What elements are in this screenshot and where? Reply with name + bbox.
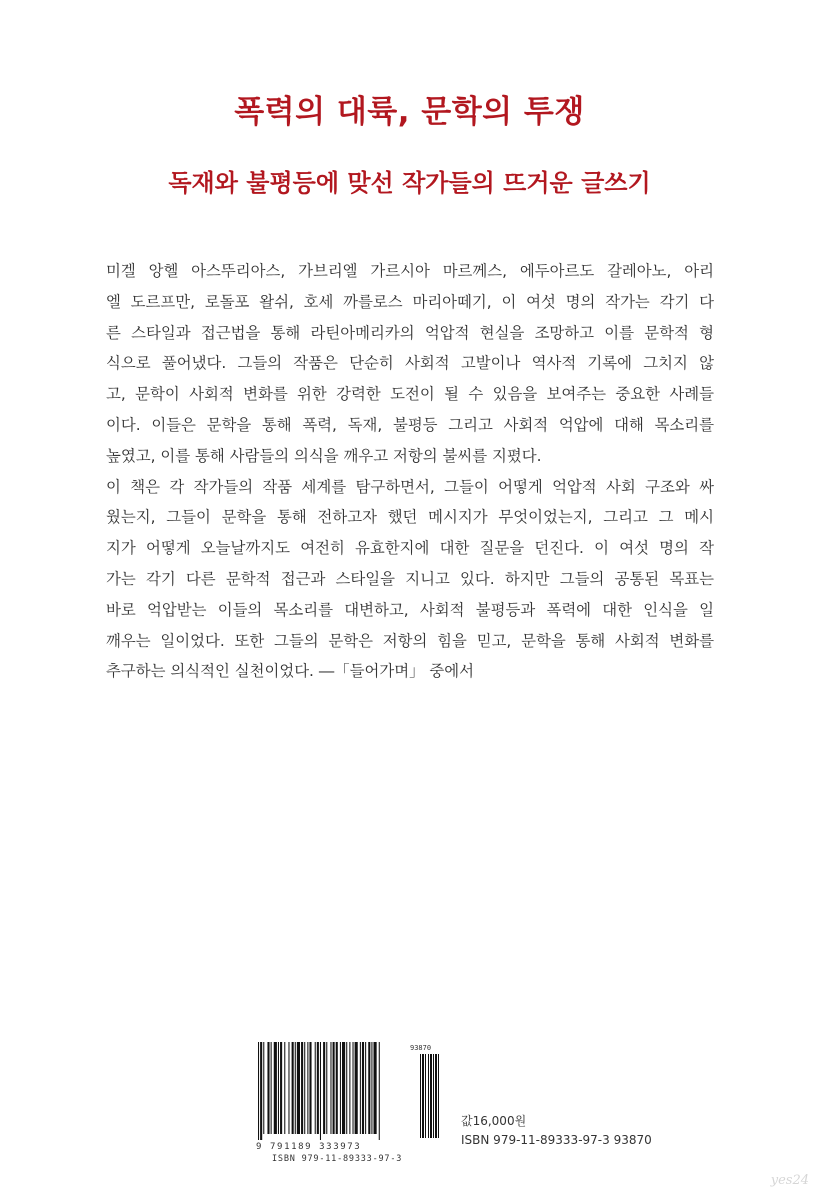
- barcode-bar: [307, 1042, 308, 1134]
- barcode-addon-bars: [420, 1042, 442, 1138]
- barcode-bar: [333, 1042, 335, 1134]
- barcode-bar: [260, 1042, 262, 1140]
- barcode-digits: 9 791189 333973: [256, 1142, 362, 1152]
- barcode-bar: [258, 1042, 259, 1140]
- barcode-bar: [342, 1042, 345, 1134]
- barcode-bar: [379, 1042, 380, 1140]
- watermark-logo: yes24: [770, 1173, 809, 1188]
- barcode-bar: [315, 1042, 316, 1134]
- blurb-line: 미겔 앙헬 아스뚜리아스, 가브리엘 가르시아 마르께스, 에두아르도 갈레아노, 아리: [106, 262, 714, 280]
- book-subtitle: 독재와 불평등에 맞선 작가들의 뜨거운 글쓰기: [168, 169, 651, 197]
- barcode-bar: [280, 1042, 282, 1134]
- barcode-bar: [292, 1042, 294, 1134]
- blurb-line: 이 책은 각 작가들의 작품 세계를 탐구하면서, 그들이 어떻게 억압적 사회 구조와 싸: [106, 477, 714, 496]
- blurb-line: 엘 도르프만, 로돌포 왈쉬, 호세 까를로스 마리아떼기, 이 여섯 명의 작가는 각기 다: [106, 292, 714, 311]
- barcode-bar: [278, 1042, 279, 1134]
- blurb-line: 식으로 풀어냈다. 그들의 작품은 단순히 사회적 고발이나 역사적 기록에 그치지 않: [106, 354, 714, 373]
- blurb-line: 높였고, 이를 통해 사람들의 의식을 깨우고 저항의 불씨를 지폈다.: [106, 446, 542, 465]
- blurb-line: 지가 어떻게 오늘날까지도 여전히 유효한지에 대한 질문을 던진다. 이 여섯 명의 작: [106, 539, 714, 558]
- barcode-isbn-label: ISBN 979-11-89333-97-3: [272, 1154, 403, 1164]
- barcode-addon-number: 93870: [410, 1044, 432, 1052]
- barcode-bar: [362, 1042, 364, 1134]
- blurb-line: 깨우는 일이었다. 또한 그들의 문학은 저항의 힘을 믿고, 문학을 통해 사회적 변화를: [106, 631, 714, 650]
- barcode-addon-bar: [425, 1054, 426, 1138]
- blurb-line: 른 스타일과 접근법을 통해 라틴아메리카의 억압적 현실을 조망하고 이를 문학적 형: [106, 323, 714, 342]
- isbn-text: ISBN 979-11-89333-97-3 93870: [461, 1133, 652, 1147]
- barcode-bar: [368, 1042, 370, 1134]
- barcode-bar: [284, 1042, 285, 1134]
- barcode-addon-bar: [428, 1054, 429, 1138]
- barcode-bar: [267, 1042, 269, 1134]
- barcode-bar: [340, 1042, 341, 1134]
- barcode-bar: [346, 1042, 347, 1134]
- blurb-line: 고, 문학이 사회적 변화를 위한 강력한 도전이 될 수 있음을 보여주는 중요한 사례들: [106, 385, 714, 404]
- barcode-addon-bar: [438, 1054, 439, 1138]
- price-label: 값16,000원: [461, 1114, 527, 1128]
- barcode-bar: [330, 1042, 331, 1134]
- barcode-bar: [297, 1042, 300, 1134]
- barcode-bar: [301, 1042, 303, 1134]
- book-title: 폭력의 대륙, 문학의 투쟁: [234, 94, 585, 130]
- barcode-addon-bar: [433, 1054, 434, 1138]
- barcode-bar: [304, 1042, 305, 1134]
- barcode-bar: [288, 1042, 289, 1134]
- barcode-addon-bar: [422, 1054, 424, 1138]
- barcode-bars: [256, 1042, 418, 1140]
- barcode-bar: [323, 1042, 325, 1134]
- barcode-bar: [355, 1042, 358, 1134]
- blurb-line: 이다. 이들은 문학을 통해 폭력, 독재, 불평등 그리고 사회적 억압에 대해 목소리를: [106, 415, 714, 434]
- blurb-line: 웠는지, 그들이 문학을 통해 전하고자 했던 메시지가 무엇이었는지, 그리고 그 메시: [106, 508, 714, 527]
- barcode-bar: [360, 1042, 361, 1134]
- barcode-addon-bar: [430, 1054, 432, 1138]
- barcode-bar: [263, 1042, 264, 1134]
- barcode-bar: [365, 1042, 366, 1134]
- barcode-bar: [271, 1042, 272, 1134]
- blurb-line: 가는 각기 다른 문학적 접근과 스타일을 지니고 있다. 하지만 그들의 공통된 목표는: [106, 569, 714, 588]
- barcode-bar: [374, 1042, 377, 1134]
- blurb-line: 추구하는 의식적인 실천이었다. ―「들어가며」 중에서: [106, 662, 474, 681]
- barcode-addon-bar: [420, 1054, 421, 1138]
- barcode-bar: [320, 1042, 321, 1140]
- barcode-bar: [371, 1042, 372, 1134]
- barcode-bar: [274, 1042, 277, 1134]
- barcode-bar: [326, 1042, 327, 1134]
- barcode-bar: [349, 1042, 350, 1134]
- barcode-addon-bar: [435, 1054, 437, 1138]
- barcode-bar: [295, 1042, 296, 1134]
- barcode-bar: [336, 1042, 338, 1134]
- blurb-line: 바로 억압받는 이들의 목소리를 대변하고, 사회적 불평등과 폭력에 대한 인식을 일: [106, 600, 714, 619]
- isbn-barcode: [256, 1042, 442, 1164]
- barcode-bar: [353, 1042, 354, 1134]
- barcode-bar: [309, 1042, 311, 1134]
- barcode-bar: [317, 1042, 319, 1134]
- back-cover-blurb: [106, 256, 714, 687]
